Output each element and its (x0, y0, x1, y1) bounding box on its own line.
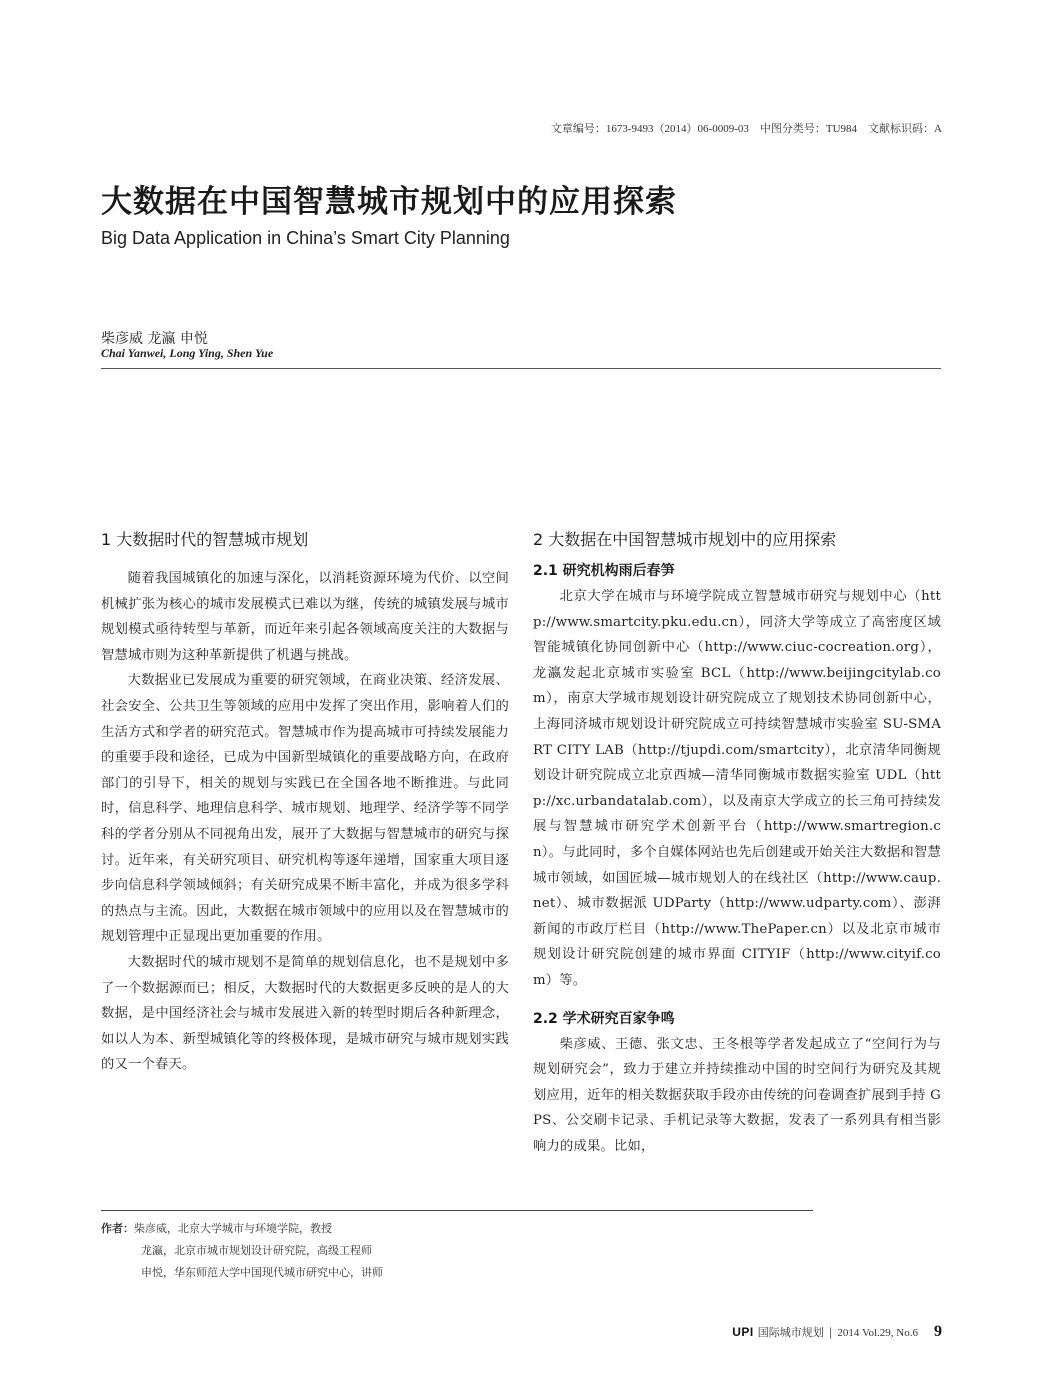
header-divider (101, 368, 941, 369)
journal-volume: 2014 Vol.29, No.6 (837, 1327, 918, 1339)
journal-name: 国际城市规划 (757, 1326, 824, 1339)
section-1-paragraph-1: 随着我国城镇化的加速与深化，以消耗资源环境为代价、以空间机械扩张为核心的城市发展模式已难以为继，传统的城镇发展与城市规划模式亟待转型与革新，而近年来引起各领域高度关注的大数据与智慧城市则为这种革新提供了机遇与挑战。 (101, 571, 509, 663)
article-meta-line: 文章编号：1673-9493（2014）06-0009-03 中图分类号：TU984 文献标识码：A (550, 123, 942, 135)
title-english: Big Data Application in China’s Smart City Planning (101, 228, 510, 248)
page-footer (732, 1323, 942, 1341)
section-2-heading: 2 大数据在中国智慧城市规划中的应用探索 (533, 530, 837, 549)
section-1-paragraph-2: 大数据业已发展成为重要的研究领域，在商业决策、经济发展、社会安全、公共卫生等领域的应用中发挥了突出作用，影响着人们的生活方式和学者的研究范式。智慧城市作为提高城市可持续发展能力的重要手段和途径，已成为中国新型城镇化的重要战略方向，在政府部门的引导下，相关的规划与实践已在全国各地不断推进。与此同时，信息科学、地理信息科学、城市规划、地理学、经济学等不同学科的学者分别从不同视角出发，展开了大数据与智慧城市的研究与探讨。近年来，有关研究项目、研究机构等逐年递增，国家重大项目逐步向信息科学领域倾斜；有关研究成果不断丰富化，并成为很多学科的热点与主流。因此，大数据在城市领域中的应用以及在智慧城市的规划管理中正显现出更加重要的作用。 (101, 673, 509, 945)
column-right (533, 528, 941, 1159)
footnote-author-3: 申悦，华东师范大学中国现代城市研究中心，讲师 (141, 1266, 383, 1279)
section-2-1-heading: 2.1 研究机构雨后春笋 (533, 563, 675, 579)
page-number: 9 (934, 1323, 942, 1340)
footnote-line-1 (101, 1218, 383, 1240)
journal-logo: UPI (732, 1325, 754, 1339)
footnote-label: 作者： (101, 1222, 134, 1235)
section-1-paragraph-3: 大数据时代的城市规划不是简单的规划信息化，也不是规划中多了一个数据源而已；相反，大数据时代的大数据更多反映的是人的大数据，是中国经济社会与城市发展进入新的转型时期后各种新理念，如以人为本、新型城镇化等的终极体现，是城市研究与城市规划实践的又一个春天。 (101, 954, 509, 1073)
footer-separator: | (828, 1326, 833, 1339)
section-2-2-heading: 2.2 学术研究百家争鸣 (533, 1010, 675, 1027)
footnote-divider (101, 1210, 813, 1211)
column-left (101, 528, 509, 1078)
footnote-author-2: 龙瀛，北京市城市规划设计研究院，高级工程师 (141, 1244, 372, 1257)
section-1-heading: 1 大数据时代的智慧城市规划 (101, 530, 309, 549)
footnote-author-1: 柴彦威，北京大学城市与环境学院，教授 (134, 1222, 332, 1235)
authors-english: Chai Yanwei, Long Ying, Shen Yue (101, 346, 274, 360)
author-footnote (101, 1218, 383, 1284)
section-2-2-paragraph: 柴彦威、王德、张文忠、王冬根等学者发起成立了“空间行为与规划研究会”，致力于建立并持续推动中国的时空间行为研究及其规划应用，近年的相关数据获取手段亦由传统的问卷调查扩展到手持 GPS、公交刷卡记录、手机记录等大数据，发表了一系列具有相当影响力的成果。比如， (533, 1036, 941, 1154)
section-2-1-paragraph: 北京大学在城市与环境学院成立智慧城市研究与规划中心（http://www.smartcity.pku.edu.cn），同济大学等成立了高密度区域智能城镇化协同创新中心（http://www.ciuc-cocreation.org），龙瀛发起北京城市实验室 BCL（http://www.beijingcitylab.com），南京大学城市规划设计研究院成立了规划技术协同创新中心，上海同济城市规划设计研究院成立可持续智慧城市实验室 SU-SMART CITY LAB（http://tjupdi.com/smartcity），北京清华同衡规划设计研究院成立北京西城—清华同衡城市数据实验室 UDL（http://xc.urbandatalab.com），以及南京大学成立的长三角可持续发展与智慧城市研究学术创新平台（http://www.smartregion.cn）。与此同时，多个自媒体网站也先后创建或开始关注大数据和智慧城市领域，如国匠城—城市规划人的在线社区（http://www.caup.net）、城市数据派 UDParty（http://www.udparty.com）、澎湃新闻的市政厅栏目（http://www.ThePaper.cn）以及北京市城市规划设计研究院创建的城市界面 CITYIF（http://www.cityif.com）等。 (533, 589, 941, 988)
title-chinese: 大数据在中国智慧城市规划中的应用探索 (101, 184, 677, 220)
section-gap (533, 994, 941, 1008)
authors-chinese: 柴彦威 龙瀛 申悦 (101, 331, 208, 347)
